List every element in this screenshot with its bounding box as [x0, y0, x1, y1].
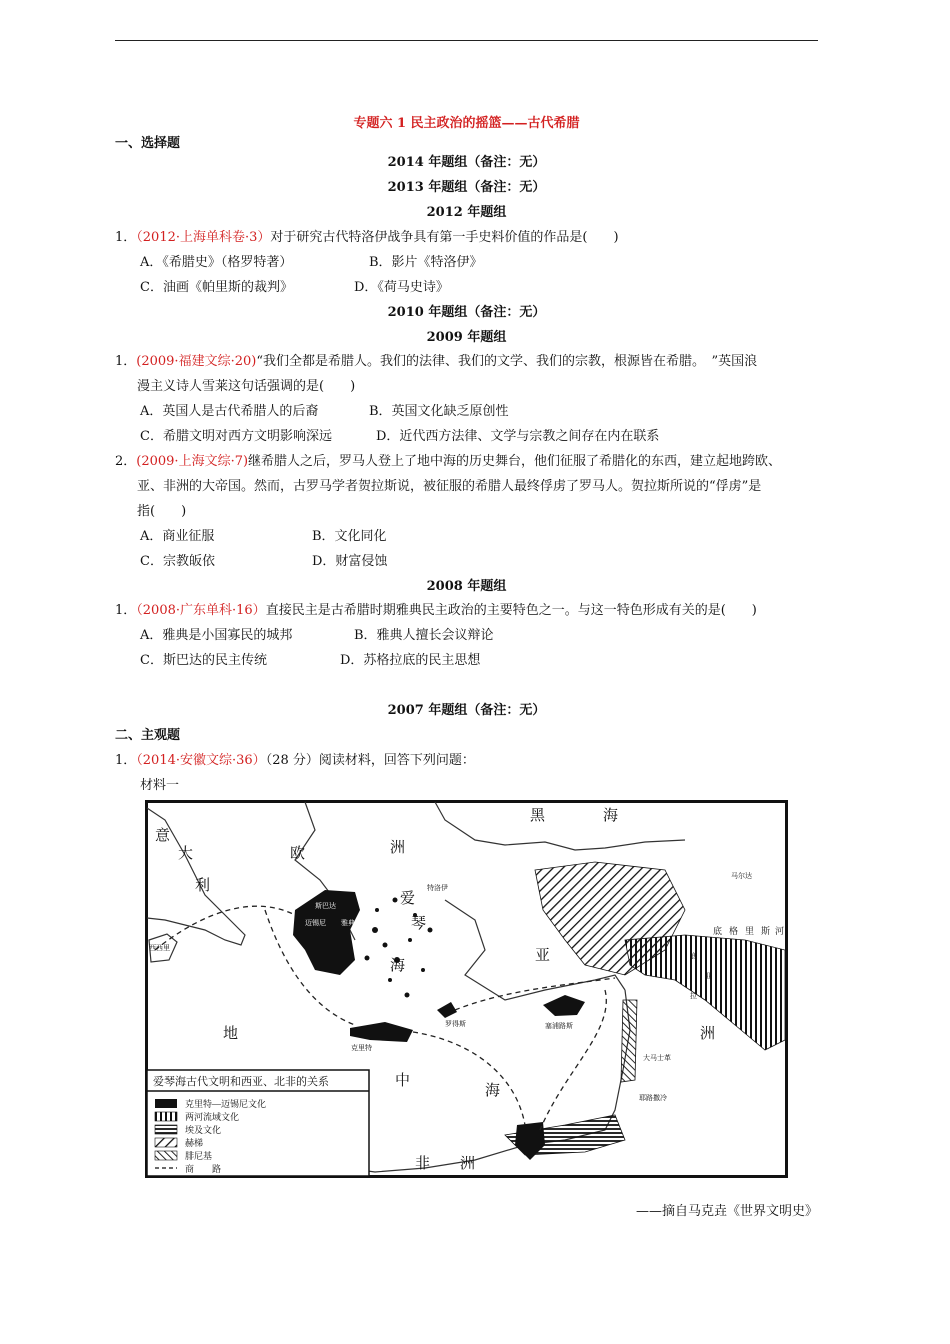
legend-swatch-egypt	[155, 1125, 177, 1134]
question-stem-line3: 指( )	[137, 504, 187, 519]
map-place-troy: 特洛伊	[427, 885, 448, 892]
group-heading-2009: 2009 年题组	[426, 330, 507, 345]
map-label-asia: 亚	[535, 948, 551, 964]
map-place-ya: 亚	[705, 973, 712, 980]
legend-item-hittite: 赫梯	[185, 1138, 204, 1148]
legend-item-phoenicia: 腓尼基	[185, 1151, 213, 1161]
group-heading-2010: 2010 年题组（备注：无）	[387, 305, 546, 320]
question-2014-1	[115, 751, 475, 771]
map-place-rhodes: 罗得斯	[445, 1021, 466, 1028]
legend-swatch-crete	[155, 1099, 177, 1108]
map-label-black-sea-1: 黑	[530, 808, 546, 824]
question-stem: 直接民主是古希腊时期雅典民主政治的主要特色之一。与这一特色形成有关的是( )	[265, 603, 757, 618]
map-place-marda: 马尔达	[731, 873, 752, 880]
option-d: D．近代西方法律、文学与宗教之间存在内在联系	[376, 429, 660, 444]
option-a: A．《希腊史》（格罗特著）	[140, 255, 293, 270]
option-b: B．雅典人擅长会议辩论	[354, 628, 494, 643]
legend-item-crete: 克里特—迈锡尼文化	[185, 1099, 267, 1109]
map-place-la: 拉	[690, 993, 697, 1000]
map-label-europe-2: 洲	[390, 840, 406, 856]
option-a: A．雅典是小国寡民的城邦	[140, 628, 293, 643]
question-2012-1	[115, 228, 619, 248]
map-label-med-2: 中	[395, 1073, 411, 1089]
option-a: A．英国人是古代希腊人的后裔	[140, 404, 319, 419]
map-place-sicily: 西西里	[149, 945, 170, 952]
phoenicia-region	[621, 1000, 637, 1082]
map-label-italy-3: 利	[195, 878, 211, 894]
legend-swatch-mesopotamia	[155, 1112, 177, 1121]
question-source: (2009·上海文综·7)	[136, 454, 249, 469]
question-number: 1．	[115, 354, 137, 369]
map-place-di: 底	[690, 953, 697, 960]
map-label-med-1: 地	[223, 1026, 239, 1042]
question-stem-line2: 亚、非洲的大帝国。然而，古罗马学者贺拉斯说，被征服的希腊人最终俘虏了罗马人。贺拉斯所说的“俘虏”是	[137, 479, 762, 494]
section-heading-subjective: 二、主观题	[115, 728, 181, 743]
map-label-europe-1: 欧	[290, 846, 306, 862]
legend-swatch-phoenicia	[155, 1151, 177, 1160]
legend-item-mesopotamia: 两河流域文化	[185, 1112, 240, 1122]
map-label-italy-1: 意	[155, 828, 171, 844]
group-heading-2012: 2012 年题组	[426, 205, 507, 220]
legend-item-egypt: 埃及文化	[185, 1125, 222, 1135]
map-place-sparta: 斯巴达	[315, 903, 336, 910]
option-c: C．油画《帕里斯的裁判》	[140, 280, 293, 295]
map-label-aegean-1: 爱	[400, 891, 416, 907]
map-place-athens: 雅典	[341, 920, 355, 927]
map-place-mycenae: 迈锡尼	[305, 920, 326, 927]
question-stem-line1: 继希腊人之后，罗马人登上了地中海的历史舞台，他们征服了希腊化的东西，建立起地跨欧、	[248, 454, 782, 469]
question-stem-line2: 漫主义诗人雪莱这句话强调的是( )	[137, 379, 356, 394]
option-c: C．宗教皈依	[140, 554, 215, 569]
option-a: A．商业征服	[140, 529, 215, 544]
option-d: D．苏格拉底的民主思想	[340, 653, 481, 668]
document-title: 专题六 1 民主政治的摇篮——古代希腊	[353, 116, 580, 131]
legend-title: 爱琴海古代文明和西亚、北非的关系	[153, 1076, 329, 1088]
question-number: 1．	[115, 230, 137, 245]
question-stem: 对于研究古代特洛伊战争具有第一手史料价值的作品是( )	[270, 230, 619, 245]
question-stem: （28 分）阅读材料，回答下列问题：	[265, 753, 475, 768]
group-heading-2008: 2008 年题组	[426, 579, 507, 594]
section-heading-choice: 一、选择题	[115, 136, 181, 151]
map-place-crete: 克里特	[351, 1045, 372, 1052]
option-c: C．希腊文明对西方文明影响深远	[140, 429, 332, 444]
map-label-tigris-5: 河	[775, 926, 785, 936]
map-label-tigris-1: 底	[713, 926, 723, 936]
question-source: （2008·广东单科·16）	[136, 603, 266, 618]
question-2009-2	[115, 452, 781, 472]
map-label-aegean-2: 琴	[411, 916, 427, 932]
question-2008-1	[115, 601, 757, 621]
option-c: C．斯巴达的民主传统	[140, 653, 267, 668]
option-b: B．影片《特洛伊》	[369, 255, 483, 270]
map-label-tigris-3: 里	[745, 926, 755, 936]
group-heading-2007: 2007 年题组（备注：无）	[387, 703, 546, 718]
map-label-black-sea-2: 海	[603, 808, 619, 824]
option-b: B．英国文化缺乏原创性	[369, 404, 509, 419]
map-label-aegean-3: 海	[390, 958, 406, 974]
map-label-asia-2: 洲	[700, 1026, 716, 1042]
legend-swatch-hittite	[155, 1138, 177, 1147]
question-stem-line1: “我们全都是希腊人。我们的法律、我们的文学、我们的宗教，根源皆在希腊。 ”英国浪	[256, 354, 758, 369]
question-source: (2009·福建文综·20)	[136, 354, 257, 369]
option-b: B．文化同化	[312, 529, 387, 544]
group-heading-2013: 2013 年题组（备注：无）	[387, 180, 546, 195]
question-number: 1．	[115, 753, 137, 768]
map-label-africa-1: 非	[415, 1156, 431, 1172]
question-number: 1．	[115, 603, 137, 618]
question-number: 2．	[115, 454, 137, 469]
legend-item-route: 商 路	[185, 1164, 222, 1174]
map-label-italy-2: 大	[178, 846, 194, 862]
question-source: （2014·安徽文综·36）	[136, 753, 266, 768]
map-attribution: ——摘自马克垚《世界文明史》	[635, 1204, 818, 1219]
map-place-jerusalem: 耶路撒冷	[639, 1095, 667, 1102]
map-label-tigris-2: 格	[729, 926, 739, 936]
map-label-africa-2: 洲	[460, 1156, 476, 1172]
question-source: （2012·上海单科卷·3）	[136, 230, 271, 245]
historical-map	[145, 800, 788, 1178]
map-place-damascus: 大马士革	[643, 1055, 671, 1062]
material-label: 材料一	[140, 778, 180, 793]
map-legend	[147, 1070, 369, 1176]
option-d: D．《荷马史诗》	[354, 280, 449, 295]
map-label-tigris-4: 斯	[761, 926, 771, 936]
question-2009-1	[115, 352, 757, 372]
option-d: D．财富侵蚀	[312, 554, 388, 569]
map-label-med-3: 海	[485, 1083, 501, 1099]
group-heading-2014: 2014 年题组（备注：无）	[387, 155, 546, 170]
map-place-cyprus: 塞浦路斯	[545, 1023, 573, 1030]
header-rule	[115, 40, 818, 41]
